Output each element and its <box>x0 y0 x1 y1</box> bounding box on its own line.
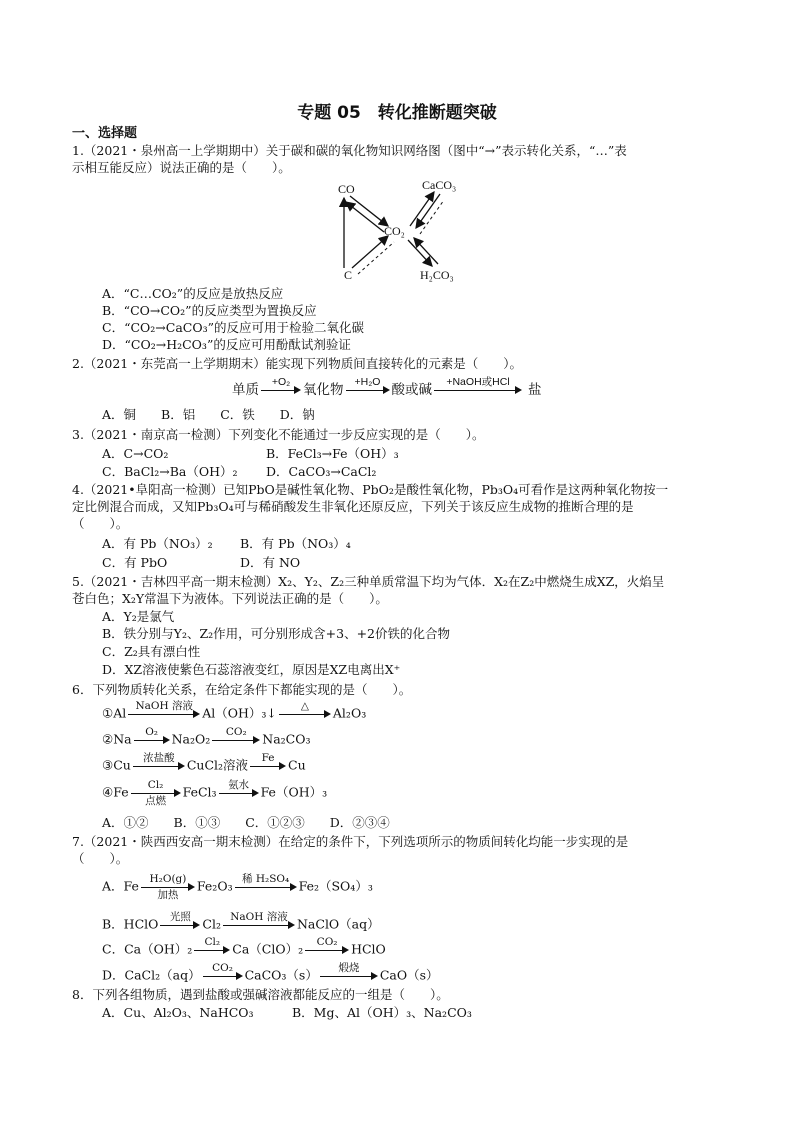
q5-option-b: B．铁分别与Y₂、Z₂作用，可分别形成含+3、+2价铁的化合物 <box>102 626 450 641</box>
arrow-label: O₂ <box>145 726 159 738</box>
arrow-label: 光照 <box>169 911 191 923</box>
q4-option-a: A．有 Pb（NO₃）₂ <box>102 536 213 551</box>
arrow-icon <box>434 376 522 401</box>
arrow-label: 氨水 <box>228 779 250 791</box>
q1-stem-line1: 1.（2021・泉州高一上学期期中）关于碳和碳的氧化物知识网络图（图中“→”表示转化关系，“…”表 <box>72 143 627 158</box>
q7-option-b <box>102 911 380 936</box>
q7-option-a <box>102 873 373 901</box>
route-mid: FeCl₃ <box>182 784 217 800</box>
route-start: D．CaCl₂（aq） <box>102 967 201 983</box>
chain-element: 单质 <box>232 382 259 397</box>
arrow-label: 煅烧 <box>338 962 360 974</box>
arrow-icon <box>141 873 195 901</box>
q1-stem-line2: 示相互能反应）说法正确的是（ ）。 <box>72 160 291 175</box>
route-start: ③Cu <box>102 757 131 773</box>
arrow-icon <box>131 779 181 807</box>
route-mid: Ca（ClO）₂ <box>232 941 304 957</box>
q8-stem: 8．下列各组物质，遇到盐酸或强碱溶液都能反应的一组是（ ）。 <box>72 987 449 1002</box>
route-mid: Na₂O₂ <box>171 731 211 747</box>
q6-stem: 6．下列物质转化关系，在给定条件下都能实现的是（ ）。 <box>72 682 412 697</box>
arrow-label: H₂O(g) <box>149 873 187 885</box>
arrow-icon <box>235 873 297 898</box>
diagram-h2co3-label: H₂CO₃ <box>420 268 454 282</box>
route-end: Fe（OH）₃ <box>260 784 328 800</box>
q7-option-d <box>102 962 439 987</box>
q1-option-a: A．“C…CO₂”的反应是放热反应 <box>102 286 284 301</box>
arrow-label: NaOH 溶液 <box>230 911 288 923</box>
arrow-icon <box>212 726 260 751</box>
q8-option-b: B．Mg、Al（OH）₃、Na₂CO₃ <box>292 1005 472 1020</box>
section-heading: 一、选择题 <box>72 126 138 141</box>
arrow-label: △ <box>300 700 309 712</box>
arrow-label: +NaOH或HCl <box>446 376 510 389</box>
q1-option-d: D．“CO₂→H₂CO₃”的反应可用酚酞试剂验证 <box>102 337 351 352</box>
q2-options: A．铜 B．铝 C．铁 D．钠 <box>102 407 315 422</box>
route-end: Cu <box>288 757 306 773</box>
diagram-c-label: C <box>344 268 353 282</box>
route-end: Al₂O₃ <box>332 705 367 721</box>
route-mid: Fe₂O₃ <box>196 878 233 894</box>
route-end: HClO <box>351 941 386 957</box>
arrow-icon <box>250 752 286 777</box>
q6-route-4 <box>102 779 328 807</box>
route-end: Fe₂（SO₄）₃ <box>298 878 373 894</box>
arrow-label: +H₂O <box>354 376 381 389</box>
route-start: C．Ca（OH）₂ <box>102 941 193 957</box>
arrow-icon <box>320 962 378 987</box>
q1-option-b: B．“CO→CO₂”的反应类型为置换反应 <box>102 303 317 318</box>
q5-stem-line2: 苍白色；X₂Y常温下为液体。下列说法正确的是（ ）。 <box>72 591 388 606</box>
route-end: Na₂CO₃ <box>262 731 311 747</box>
arrow-sublabel: 加热 <box>157 889 179 901</box>
q3-option-c: C．BaCl₂→Ba（OH）₂ <box>102 464 238 479</box>
q5-option-a: A．Y₂是氯气 <box>102 609 175 624</box>
q4-option-b: B．有 Pb（NO₃）₄ <box>240 536 351 551</box>
arrow-label: +O₂ <box>271 376 291 389</box>
arrow-icon <box>261 376 301 401</box>
q4-stem-line1: 4.（2021•阜阳高一检测）已知PbO是碱性氧化物、PbO₂是酸性氧化物，Pb₃O₄可看作是这两种氧化物按一 <box>72 482 669 497</box>
q4-option-d: D．有 NO <box>240 555 301 570</box>
q3-option-d: D．CaCO₃→CaCl₂ <box>266 464 377 479</box>
arrow-icon <box>133 752 185 777</box>
q7-option-c <box>102 936 386 961</box>
q6-route-2 <box>102 726 311 751</box>
arrow-label: CO₂ <box>225 726 247 738</box>
chain-acid-or-base: 酸或碱 <box>391 382 432 397</box>
q7-stem-line2: （ ）。 <box>72 851 129 866</box>
arrow-icon <box>305 936 349 961</box>
arrow-label: CO₂ <box>212 962 233 974</box>
route-end: NaClO（aq） <box>296 916 380 932</box>
route-mid: CuCl₂溶液 <box>186 757 249 773</box>
chain-salt: 盐 <box>528 382 542 397</box>
diagram-co2-label: CO₂ <box>384 224 405 238</box>
carbon-network-diagram <box>330 170 470 288</box>
route-start: B．HClO <box>102 916 159 932</box>
arrow-icon <box>194 936 230 961</box>
q5-option-d: D．XZ溶液使紫色石蕊溶液变红，原因是XZ电离出X⁺ <box>102 662 401 677</box>
q6-options: A．①② B．①③ C．①②③ D．②③④ <box>102 815 390 830</box>
q3-option-a: A．C→CO₂ <box>102 446 169 461</box>
q2-stem: 2.（2021・东莞高一上学期期末）能实现下列物质间直接转化的元素是（ ）。 <box>72 356 522 371</box>
route-start: ④Fe <box>102 784 129 800</box>
arrow-icon <box>160 911 200 936</box>
arrow-icon <box>346 376 390 401</box>
q5-option-c: C．Z₂具有漂白性 <box>102 644 201 659</box>
q6-route-1 <box>102 700 367 725</box>
arrow-icon <box>219 779 259 804</box>
diagram-caco3-label: CaCO₃ <box>422 178 457 192</box>
q1-option-c: C．“CO₂→CaCO₃”的反应可用于检验二氧化碳 <box>102 320 364 335</box>
arrow-label: 浓盐酸 <box>143 752 175 764</box>
arrow-label: Fe <box>261 752 275 764</box>
q7-stem-line1: 7.（2021・陕西西安高一期末检测）在给定的条件下，下列选项所示的物质间转化均能一步实现的是 <box>72 834 629 849</box>
route-mid: Cl₂ <box>202 916 221 932</box>
route-mid: CaCO₃（s） <box>244 967 318 983</box>
page-title: 专题 05 转化推断题突破 <box>297 103 497 123</box>
q6-route-3 <box>102 752 306 777</box>
arrow-label: Cl₂ <box>204 936 221 948</box>
arrow-icon <box>279 700 331 725</box>
q3-stem: 3.（2021・南京高一检测）下列变化不能通过一步反应实现的是（ ）。 <box>72 427 485 442</box>
arrow-icon <box>223 911 295 936</box>
arrow-icon <box>134 726 170 751</box>
route-end: CaO（s） <box>379 967 439 983</box>
q4-stem-line3: （ ）。 <box>72 516 129 531</box>
q4-option-c: C．有 PbO <box>102 555 168 570</box>
arrow-sublabel: 点燃 <box>145 795 167 807</box>
arrow-icon <box>203 962 243 987</box>
route-start: ①Al <box>102 705 127 721</box>
route-start: ②Na <box>102 731 132 747</box>
arrow-icon <box>128 700 200 725</box>
q3-option-b: B．FeCl₃→Fe（OH）₃ <box>266 446 399 461</box>
diagram-co-label: CO <box>338 182 355 196</box>
q5-stem-line1: 5.（2021・吉林四平高一期末检测）X₂、Y₂、Z₂三种单质常温下均为气体．X₂在Z₂中燃烧生成XZ，火焰呈 <box>72 574 665 589</box>
route-start: A．Fe <box>102 878 139 894</box>
arrow-label: 稀 H₂SO₄ <box>241 873 290 885</box>
arrow-label: NaOH 溶液 <box>135 700 194 712</box>
arrow-label: Cl₂ <box>147 779 164 791</box>
q4-stem-line2: 定比例混合而成，又知Pb₃O₄可与稀硝酸发生非氧化还原反应，下列关于该反应生成物的推断合理的是 <box>72 499 634 514</box>
q2-conversion-chain <box>232 378 542 401</box>
route-mid: Al（OH）₃↓ <box>202 705 277 721</box>
chain-oxide: 氧化物 <box>303 382 344 397</box>
arrow-label: CO₂ <box>316 936 338 948</box>
q8-option-a: A．Cu、Al₂O₃、NaHCO₃ <box>102 1005 254 1020</box>
